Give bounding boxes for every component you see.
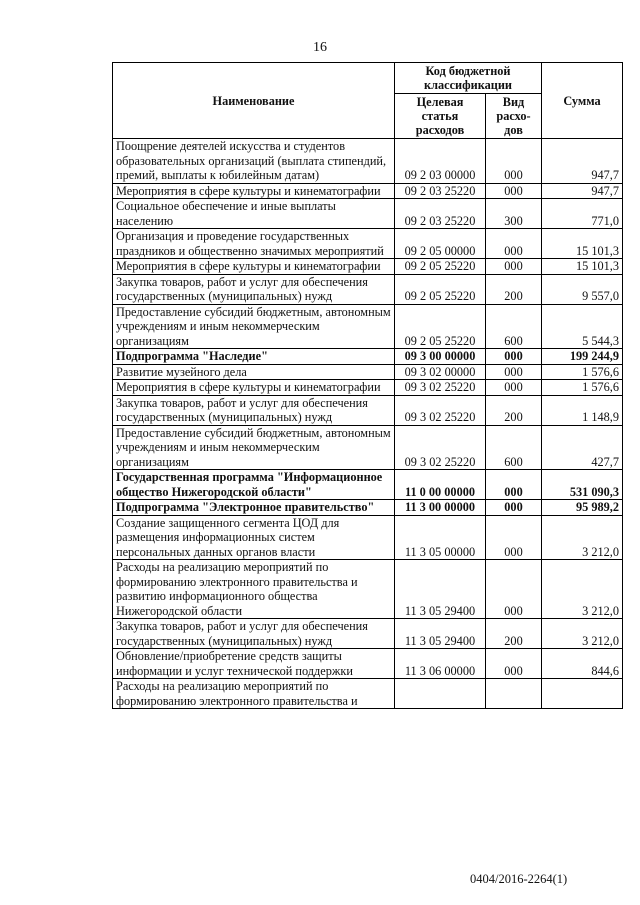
row-sum: 947,7 [542, 139, 623, 184]
row-sum: 15 101,3 [542, 229, 623, 259]
header-type: Вид расхо-дов [486, 94, 542, 139]
row-type: 000 [486, 470, 542, 500]
row-code: 09 2 03 25220 [395, 183, 486, 199]
table-row [113, 380, 623, 396]
table-header [113, 63, 623, 139]
row-code: 11 3 00 00000 [395, 500, 486, 516]
row-type: 200 [486, 395, 542, 425]
table-row [113, 619, 623, 649]
table-row [113, 395, 623, 425]
row-type: 000 [486, 364, 542, 380]
row-name: Подпрограмма "Электронное правительство" [113, 500, 395, 516]
row-code: 09 2 03 00000 [395, 139, 486, 184]
row-name: Расходы на реализацию мероприятий по формированию электронного правительства и [113, 679, 395, 709]
row-name: Государственная программа "Информационное общество Нижегородской области" [113, 470, 395, 500]
row-type: 000 [486, 515, 542, 560]
header-target: Целевая статья расходов [395, 94, 486, 139]
row-sum: 531 090,3 [542, 470, 623, 500]
table-row [113, 470, 623, 500]
row-code: 09 3 00 00000 [395, 349, 486, 365]
row-code: 09 3 02 00000 [395, 364, 486, 380]
row-name: Создание защищенного сегмента ЦОД для размещения информационных систем персональных данных органов власти [113, 515, 395, 560]
row-code: 09 3 02 25220 [395, 395, 486, 425]
row-sum [542, 679, 623, 709]
table-row [113, 364, 623, 380]
table-body [113, 139, 623, 709]
header-sum: Сумма [542, 63, 623, 139]
table-row [113, 139, 623, 184]
table-row [113, 229, 623, 259]
row-sum: 3 212,0 [542, 515, 623, 560]
row-code: 11 3 06 00000 [395, 649, 486, 679]
row-code: 11 3 05 29400 [395, 560, 486, 619]
row-code: 11 3 05 29400 [395, 619, 486, 649]
header-code-group: Код бюджетной классификации [395, 63, 542, 94]
row-code: 09 2 03 25220 [395, 199, 486, 229]
row-type: 300 [486, 199, 542, 229]
row-sum: 9 557,0 [542, 274, 623, 304]
row-name: Закупка товаров, работ и услуг для обеспечения государственных (муниципальных) нужд [113, 395, 395, 425]
row-type: 000 [486, 500, 542, 516]
table-row [113, 515, 623, 560]
table-row [113, 304, 623, 349]
header-name: Наименование [113, 63, 395, 139]
row-code: 09 2 05 25220 [395, 274, 486, 304]
row-sum: 5 544,3 [542, 304, 623, 349]
row-sum: 95 989,2 [542, 500, 623, 516]
row-type: 000 [486, 560, 542, 619]
table-row [113, 199, 623, 229]
row-sum: 3 212,0 [542, 619, 623, 649]
row-sum: 1 576,6 [542, 380, 623, 396]
row-sum: 1 148,9 [542, 395, 623, 425]
row-type: 600 [486, 425, 542, 470]
row-name: Развитие музейного дела [113, 364, 395, 380]
budget-table [112, 62, 623, 709]
table-row [113, 649, 623, 679]
row-name: Мероприятия в сфере культуры и кинематографии [113, 380, 395, 396]
table-row [113, 274, 623, 304]
row-type: 000 [486, 139, 542, 184]
table-row [113, 349, 623, 365]
row-code: 09 2 05 25220 [395, 304, 486, 349]
row-sum: 3 212,0 [542, 560, 623, 619]
row-name: Мероприятия в сфере культуры и кинематографии [113, 259, 395, 275]
page-number: 16 [313, 40, 327, 55]
row-code: 09 3 02 25220 [395, 425, 486, 470]
row-sum: 15 101,3 [542, 259, 623, 275]
row-code: 09 2 05 00000 [395, 229, 486, 259]
document-number: 0404/2016-2264(1) [470, 872, 568, 886]
row-code: 11 3 05 00000 [395, 515, 486, 560]
row-type: 000 [486, 229, 542, 259]
row-sum: 844,6 [542, 649, 623, 679]
row-type: 000 [486, 649, 542, 679]
row-code: 09 3 02 25220 [395, 380, 486, 396]
row-type [486, 679, 542, 709]
row-sum: 1 576,6 [542, 364, 623, 380]
row-code [395, 679, 486, 709]
row-sum: 199 244,9 [542, 349, 623, 365]
table-row [113, 679, 623, 709]
row-name: Мероприятия в сфере культуры и кинематографии [113, 183, 395, 199]
row-name: Предоставление субсидий бюджетным, автономным учреждениям и иным некоммерческим организациям [113, 425, 395, 470]
row-type: 200 [486, 619, 542, 649]
row-name: Подпрограмма "Наследие" [113, 349, 395, 365]
row-name: Обновление/приобретение средств защиты информации и услуг технической поддержки [113, 649, 395, 679]
row-type: 600 [486, 304, 542, 349]
row-sum: 947,7 [542, 183, 623, 199]
table-row [113, 500, 623, 516]
row-name: Закупка товаров, работ и услуг для обеспечения государственных (муниципальных) нужд [113, 619, 395, 649]
row-name: Социальное обеспечение и иные выплаты населению [113, 199, 395, 229]
row-name: Поощрение деятелей искусства и студентов образовательных организаций (выплата стипендий, премий, выплаты к юбилейным датам) [113, 139, 395, 184]
table-row [113, 259, 623, 275]
row-type: 000 [486, 259, 542, 275]
row-name: Расходы на реализацию мероприятий по формированию электронного правительства и развитию информационного общества Нижегородской области [113, 560, 395, 619]
row-type: 000 [486, 349, 542, 365]
table-row [113, 183, 623, 199]
row-name: Предоставление субсидий бюджетным, автономным учреждениям и иным некоммерческим организациям [113, 304, 395, 349]
row-sum: 427,7 [542, 425, 623, 470]
row-name: Закупка товаров, работ и услуг для обеспечения государственных (муниципальных) нужд [113, 274, 395, 304]
row-type: 200 [486, 274, 542, 304]
table-row [113, 560, 623, 619]
row-sum: 771,0 [542, 199, 623, 229]
row-type: 000 [486, 380, 542, 396]
row-type: 000 [486, 183, 542, 199]
row-code: 11 0 00 00000 [395, 470, 486, 500]
row-name: Организация и проведение государственных праздников и общественно значимых мероприятий [113, 229, 395, 259]
row-code: 09 2 05 25220 [395, 259, 486, 275]
table-row [113, 425, 623, 470]
